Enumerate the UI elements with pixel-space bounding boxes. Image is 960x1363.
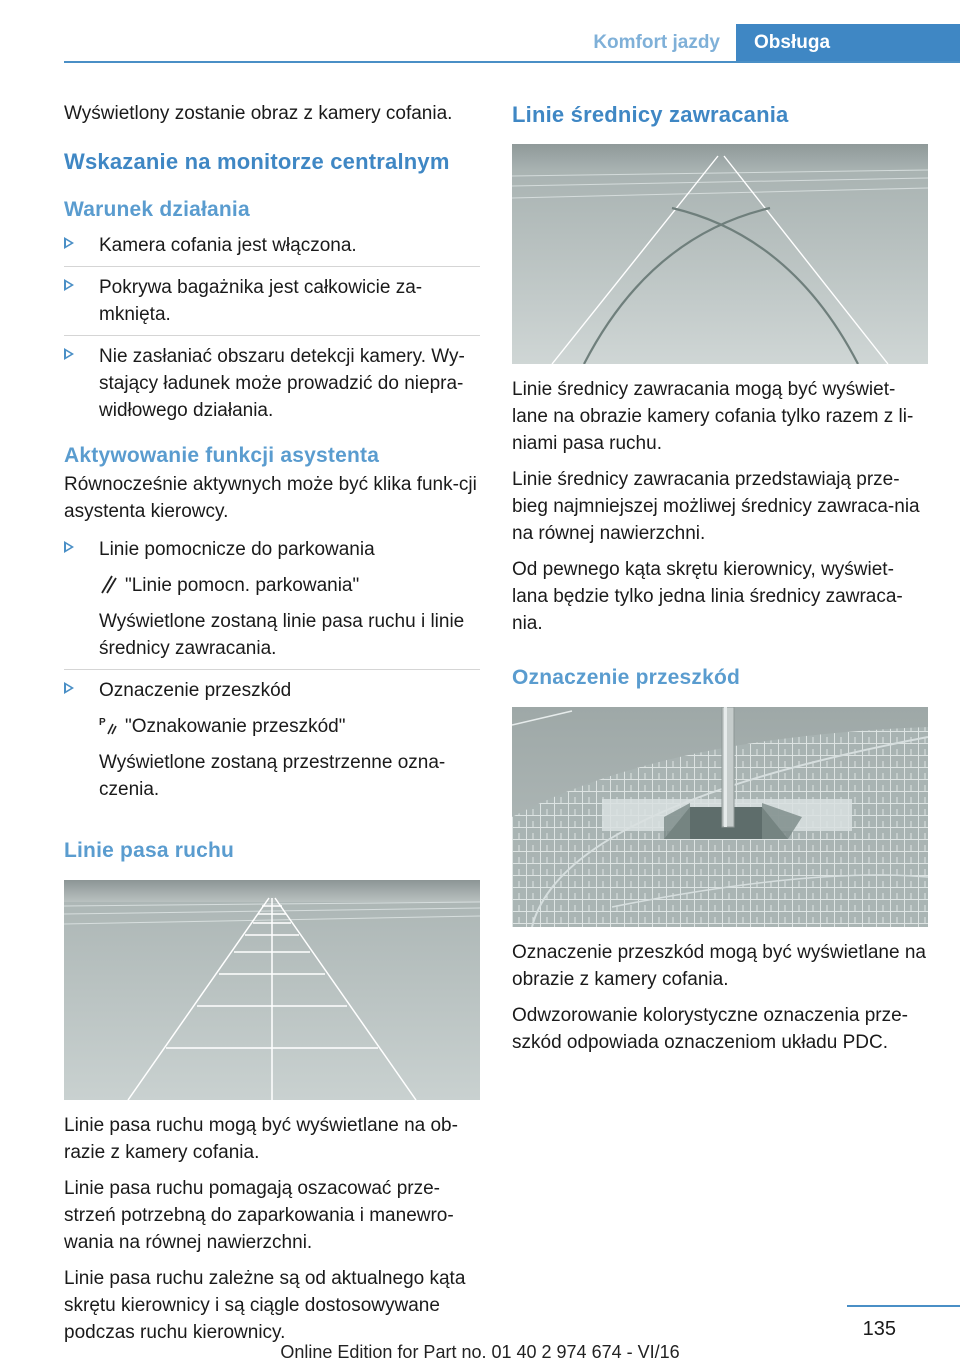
menu-entry-obstacle-marking[interactable]: P "Oznakowanie przeszkód": [99, 716, 346, 737]
list-item-parking-lines: Linie pomocnicze do parkowania "Linie pomocn. parkowania" Wyświetlone zostaną linie pasa ruchu i linie średnicy zawracania.: [64, 529, 480, 670]
edition-footer: Online Edition for Part no. 01 40 2 974 674 - VI/16: [280, 1342, 680, 1362]
page-number: 135: [862, 1318, 896, 1340]
turning-para: Od pewnego kąta skrętu kierownicy, wyświet-lana będzie tylko jedna linia średnicy zawraca-nia.: [512, 559, 903, 634]
obstacle-marking-icon: [99, 715, 117, 735]
bullet-triangle-icon: [64, 237, 74, 249]
left-column: [64, 100, 480, 1355]
header-rule: [64, 61, 960, 63]
svg-text:P: P: [99, 717, 106, 728]
turning-circle-figure: [512, 144, 928, 364]
right-column: [512, 100, 928, 1065]
menu-entry-parking-lines[interactable]: "Linie pomocn. parkowania": [99, 572, 480, 599]
heading-obstacle: Oznaczenie przeszkód: [512, 666, 741, 689]
intro-text: Wyświetlony zostanie obraz z kamery cofania.: [64, 103, 453, 124]
list-item-obstacle-marking: Oznaczenie przeszkód P "Oznakowanie przeszkód" Wyświetlone zostaną przestrzenne ozna-czenia.: [64, 670, 480, 810]
lanes-para: Linie pasa ruchu zależne są od aktualnego kąta skrętu kierownicy i są ciągle dostosowywane podczas ruchu kierownicy.: [64, 1268, 466, 1343]
section-tab[interactable]: Obsługa: [736, 24, 960, 61]
bullet-triangle-icon: [64, 541, 74, 553]
lane-lines-figure: [64, 880, 480, 1100]
parking-lines-icon: [99, 574, 117, 594]
activate-text: Równocześnie aktywnych może być klika funk-cji asystenta kierowcy.: [64, 474, 477, 522]
obstacle-para: Odwzorowanie kolorystyczne oznaczenia prze-szkód odpowiada oznaczeniom układu PDC.: [512, 1005, 909, 1053]
heading-monitor: Wskazanie na monitorze centralnym: [64, 149, 450, 174]
turning-para: Linie średnicy zawracania przedstawiają prze-bieg najmniejszej możliwej średnicy zawraca-nia na równej nawierzchni.: [512, 469, 920, 544]
heading-activate: Aktywowanie funkcji asystenta: [64, 444, 380, 467]
list-item: Pokrywa bagażnika jest całkowicie za-mknięta.: [64, 267, 480, 336]
heading-turning: Linie średnicy zawracania: [512, 102, 789, 127]
obstacle-para: Oznaczenie przeszkód mogą być wyświetlane na obrazie z kamery cofania.: [512, 942, 926, 990]
heading-lanes: Linie pasa ruchu: [64, 839, 235, 862]
lanes-para: Linie pasa ruchu pomagają oszacować prze-strzeń potrzebną do zaparkowania i manewro-wania na równej nawierzchni.: [64, 1178, 454, 1253]
footer-rule: [847, 1305, 960, 1307]
condition-list: [64, 225, 480, 431]
assist-list: [64, 529, 480, 810]
bullet-triangle-icon: [64, 348, 74, 360]
lanes-para: Linie pasa ruchu mogą być wyświetlane na ob-razie z kamery cofania.: [64, 1115, 458, 1163]
turning-para: Linie średnicy zawracania mogą być wyświet-lane na obrazie kamery cofania tylko razem z li-niami pasa ruchu.: [512, 379, 914, 454]
bullet-triangle-icon: [64, 682, 74, 694]
obstacle-marking-figure: [512, 707, 928, 927]
chapter-tab[interactable]: Komfort jazdy: [593, 32, 720, 53]
list-item: Nie zasłaniać obszaru detekcji kamery. Wy-stający ładunek może prowadzić do niepra-widłowego działania.: [64, 336, 480, 431]
heading-condition: Warunek działania: [64, 198, 250, 221]
list-item: Kamera cofania jest włączona.: [64, 225, 480, 267]
bullet-triangle-icon: [64, 279, 74, 291]
